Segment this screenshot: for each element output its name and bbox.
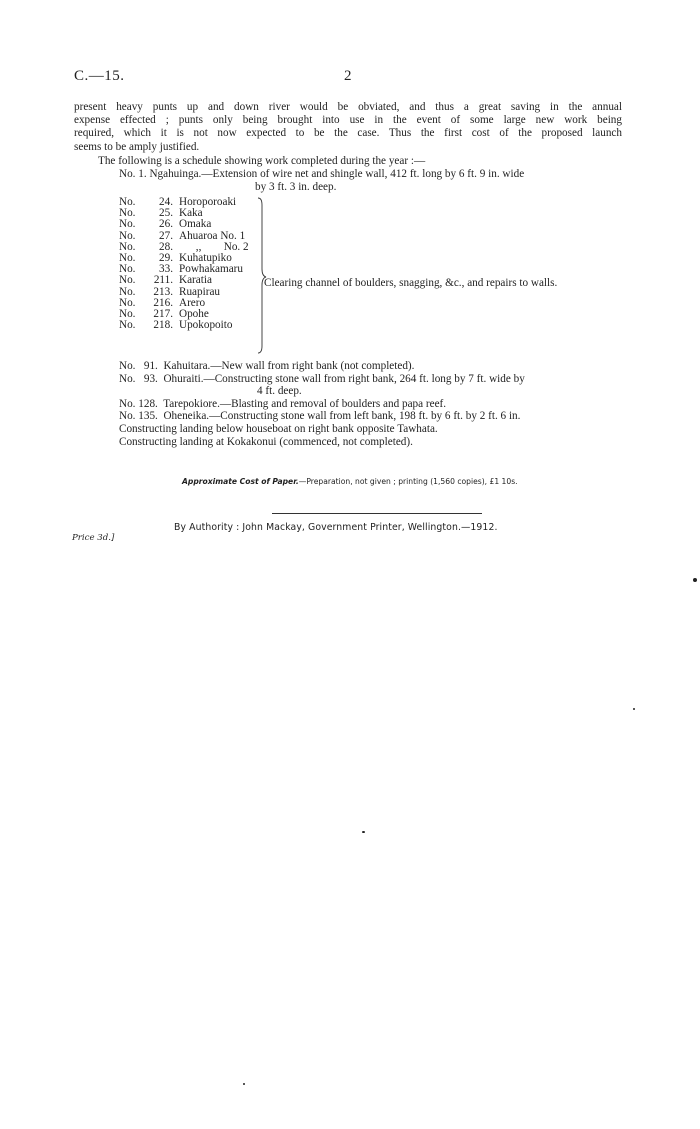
item-name: Kaka: [179, 207, 203, 220]
schedule-item-1-continuation: by 3 ft. 3 in. deep.: [255, 181, 337, 193]
item-prefix: No.: [119, 251, 136, 264]
curly-brace-icon: [257, 197, 267, 354]
cost-note: [182, 477, 518, 486]
item-prefix: No.: [119, 263, 136, 276]
schedule-item: No. 128. Tarepokiore.—Blasting and removal of boulders and papa reef.: [119, 397, 447, 410]
item-prefix: No.: [119, 285, 136, 298]
grouped-description: Clearing channel of boulders, snagging, &c., and repairs to walls.: [264, 277, 558, 289]
item-prefix: No.: [119, 274, 136, 287]
item-name: Arero: [179, 296, 206, 309]
item-prefix: No.: [119, 207, 136, 220]
item-number: 216.: [153, 296, 173, 309]
schedule-item: Constructing landing below houseboat on right bank opposite Tawhata.: [119, 422, 438, 435]
item-prefix: No.: [119, 218, 136, 231]
grouped-schedule-list: [119, 197, 249, 331]
item-number: 211.: [153, 274, 173, 287]
item-name: Powhakamaru: [179, 263, 244, 276]
intro-line: seems to be amply justified.: [74, 140, 200, 153]
schedule-item: No. 93. Ohuraiti.—Constructing stone wall from right bank, 264 ft. long by 7 ft. wide by: [119, 372, 525, 385]
item-name: Ruapirau: [179, 285, 221, 298]
item-name: Upokopoito: [179, 319, 233, 332]
scan-speck: [243, 1083, 245, 1085]
item-prefix: No.: [119, 229, 136, 242]
schedule-item-continuation: 4 ft. deep.: [257, 385, 302, 398]
later-schedule-items: [119, 360, 525, 448]
list-item: [119, 320, 249, 331]
list-item: [119, 219, 249, 230]
list-item: [119, 287, 249, 298]
intro-line: expense effected ; punts only being brought into use in the event of some large new work being: [74, 114, 622, 127]
item-number: 28.: [159, 240, 173, 253]
item-number: 213.: [153, 285, 173, 298]
intro-line: required, which it is not now expected to be the case. Thus the first cost of the proposed launch: [74, 127, 622, 140]
item-name: Omaka: [179, 218, 212, 231]
intro-line: present heavy punts up and down river would be obviated, and thus a great saving in the annual: [74, 101, 622, 113]
item-number: 24.: [159, 196, 173, 208]
item-name: Ahuaroa No. 1: [179, 229, 246, 242]
price-label: Price 3d.]: [72, 533, 115, 543]
scan-speck: [362, 831, 365, 833]
item-number: 29.: [159, 251, 173, 264]
list-item: [119, 275, 249, 286]
item-name: Opohe: [179, 307, 209, 320]
schedule-item-1-line: No. 1. Ngahuinga.—Extension of wire net and shingle wall, 412 ft. long by 6 ft. 9 in. wide: [119, 168, 525, 180]
item-name: Kuhatupiko: [179, 251, 232, 264]
schedule-item-1: [119, 168, 524, 194]
item-number: 25.: [159, 207, 173, 220]
intro-paragraph: [74, 101, 622, 154]
item-number: 27.: [159, 229, 173, 242]
schedule-item: Constructing landing at Kokakonui (commenced, not completed).: [119, 435, 413, 448]
item-name: Karatia: [179, 274, 212, 287]
item-number: 218.: [153, 319, 173, 332]
item-name: ,, No. 2: [179, 240, 249, 253]
item-number: 217.: [153, 307, 173, 320]
schedule-item: No. 135. Oheneika.—Constructing stone wall from left bank, 198 ft. by 6 ft. by 2 ft. 6 in.: [119, 410, 521, 423]
scan-speck: [693, 578, 697, 582]
item-prefix: No.: [119, 296, 136, 309]
printer-authority: By Authority : John Mackay, Government Printer, Wellington.—1912.: [174, 522, 498, 533]
cost-label: Approximate Cost of Paper.: [182, 477, 299, 486]
item-number: 33.: [159, 263, 173, 276]
item-prefix: No.: [119, 307, 136, 320]
item-prefix: No.: [119, 319, 136, 332]
item-number: 26.: [159, 218, 173, 231]
item-prefix: No.: [119, 240, 136, 253]
item-prefix: No.: [119, 196, 136, 208]
divider: [272, 513, 482, 514]
scan-speck: [633, 708, 635, 710]
schedule-item: No. 91. Kahuitara.—New wall from right bank (not completed).: [119, 360, 415, 372]
page-number: 2: [344, 68, 352, 84]
schedule-intro: The following is a schedule showing work completed during the year :—: [98, 155, 426, 167]
item-name: Horoporoaki: [179, 196, 237, 208]
document-reference: C.—15.: [74, 68, 125, 84]
cost-text: —Preparation, not given ; printing (1,560 copies), £1 10s.: [298, 477, 518, 486]
